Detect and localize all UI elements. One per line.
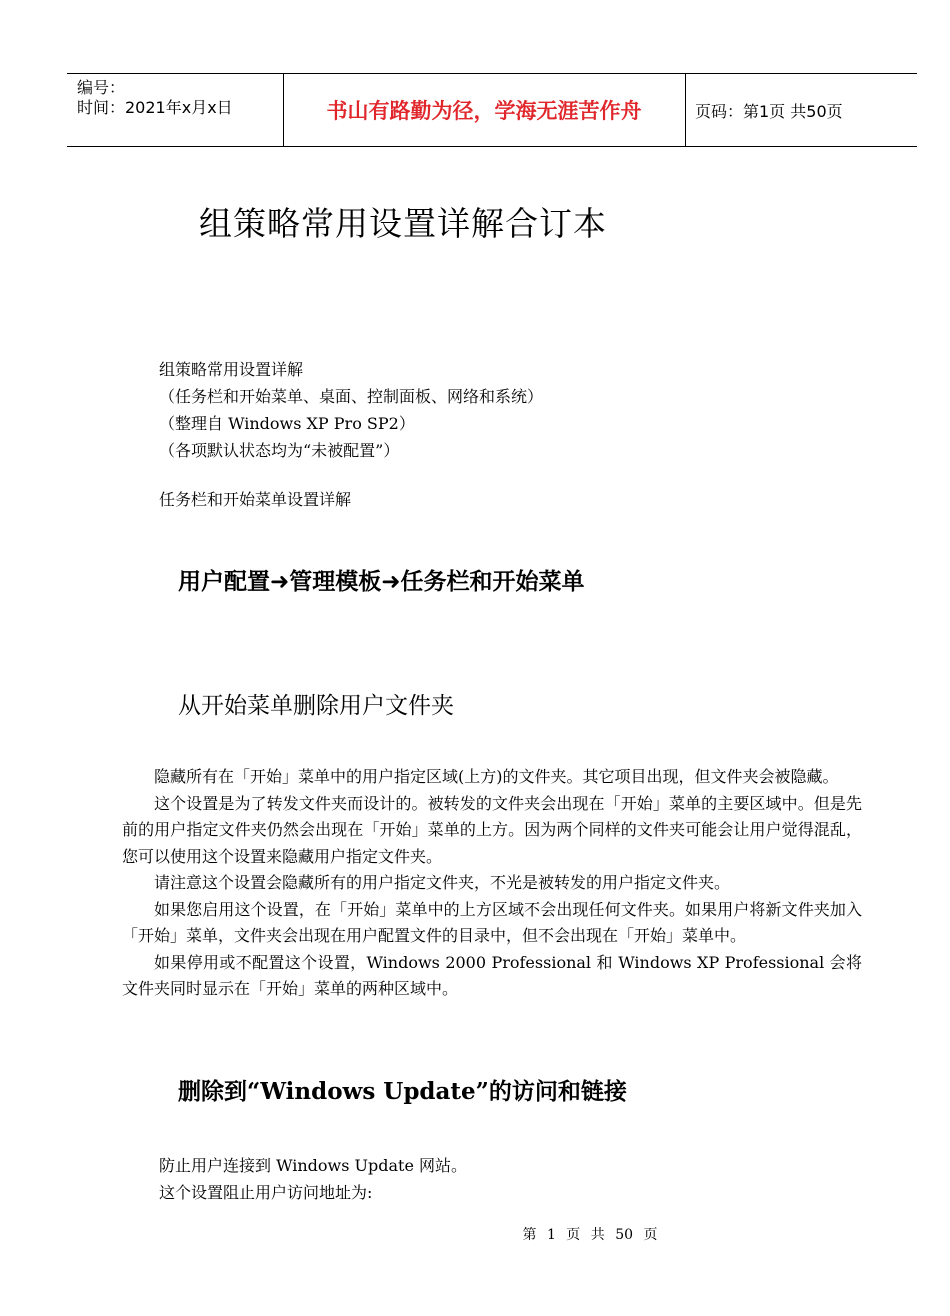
document-title: 组策略常用设置详解合订本 [199,204,607,243]
section2-heading: 删除到“Windows Update”的访问和链接 [178,1078,627,1105]
body-line: 防止用户连接到 Windows Update 网站。 [159,1156,468,1175]
section1-heading: 从开始菜单删除用户文件夹 [178,693,454,719]
page-header [67,73,917,147]
intro-line: （各项默认状态均为“未被配置”） [159,441,400,460]
paragraph: 请注意这个设置会隐藏所有的用户指定文件夹，不光是被转发的用户指定文件夹。 [154,873,731,892]
section2-body [159,1152,467,1206]
intro-line: 组策略常用设置详解 [159,360,304,379]
intro-line: （整理自 Windows XP Pro SP2） [159,414,415,433]
intro-line: （任务栏和开始菜单、桌面、控制面板、网络和系统） [159,387,544,406]
header-page-info: 页码：第1页 共50页 [695,101,843,121]
body-line: 这个设置阻止用户访问地址为: [159,1183,373,1202]
intro-block [159,356,543,464]
page-footer: 第 1 页 共 50 页 [522,1227,658,1243]
section1-body [122,764,862,1003]
paragraph: 如果您启用这个设置，在「开始」菜单中的上方区域不会出现任何文件夹。如果用户将新文件夹加入「开始」菜单，文件夹会出现在用户配置文件的目录中，但不会出现在「开始」菜单中。 [122,899,862,945]
time-label: 时间：2021年x月x日 [77,98,233,117]
header-divider [685,74,686,146]
header-meta [77,78,233,118]
path-heading: 用户配置➜管理模板➜任务栏和开始菜单 [178,569,585,595]
paragraph: 隐藏所有在「开始」菜单中的用户指定区域(上方)的文件夹。其它项目出现，但文件夹会被隐藏。 [154,767,839,786]
paragraph: 如果停用或不配置这个设置，Windows 2000 Professional 和 Windows XP Professional 会将文件夹同时显示在「开始」菜单的两种区域中。 [122,952,862,998]
serial-label: 编号： [77,78,126,97]
paragraph: 这个设置是为了转发文件夹而设计的。被转发的文件夹会出现在「开始」菜单的主要区域中。但是先前的用户指定文件夹仍然会出现在「开始」菜单的上方。因为两个同样的文件夹可能会让用户觉得混乱，您可以使用这个设置来隐藏用户指定文件夹。 [122,793,862,866]
section-label: 任务栏和开始菜单设置详解 [159,490,352,509]
header-motto: 书山有路勤为径，学海无涯苦作舟 [326,98,642,123]
